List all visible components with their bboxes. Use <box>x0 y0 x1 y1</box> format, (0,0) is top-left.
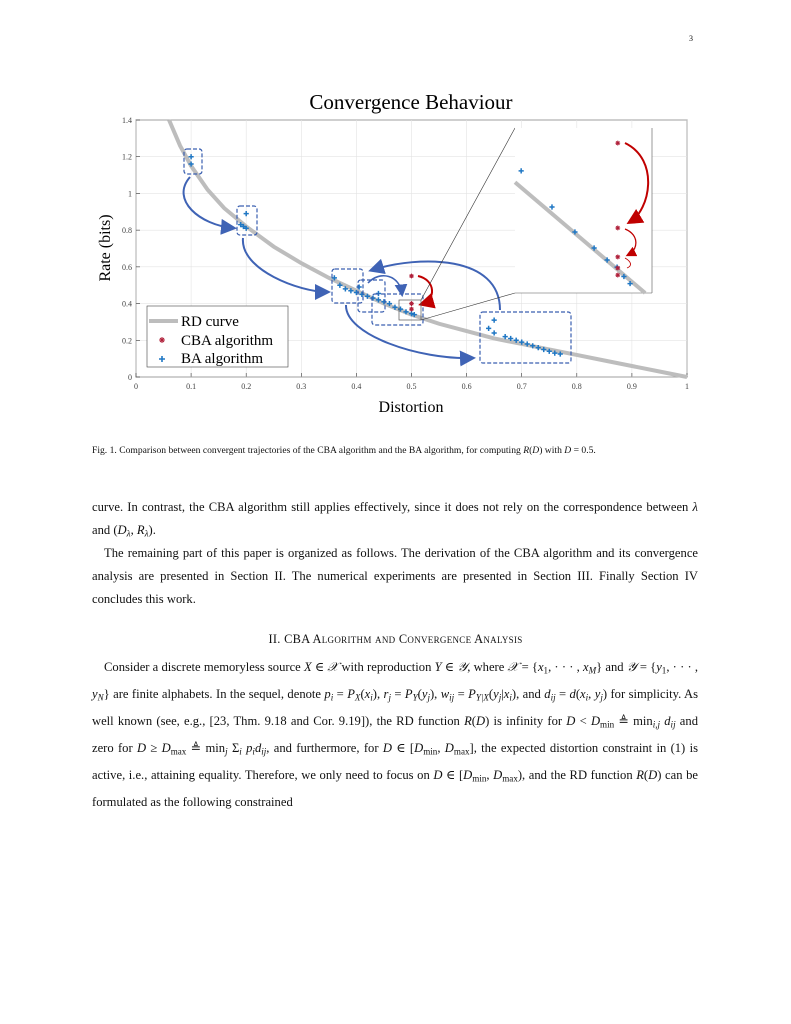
text-run: = <box>454 686 469 701</box>
cba-point <box>615 273 620 278</box>
math-token: max <box>502 773 518 784</box>
math-token: 𝒴 <box>626 660 637 674</box>
cba-point <box>615 266 620 271</box>
math-token: D <box>493 767 503 782</box>
text-run: ∈ <box>311 660 328 674</box>
math-token: y <box>493 686 499 701</box>
text-run: , · · · , <box>548 660 583 674</box>
math-token: j <box>600 692 603 703</box>
x-tick-label: 1 <box>685 382 689 391</box>
legend-ba: BA algorithm <box>181 351 264 367</box>
math-token: r <box>383 686 389 701</box>
math-token: R <box>464 713 472 728</box>
math-token: max <box>170 746 187 757</box>
text-run: , <box>588 686 595 701</box>
cba-point <box>615 141 620 146</box>
y-tick-label: 1.4 <box>122 116 132 125</box>
math-token: Y|X <box>475 692 489 703</box>
math-token: i <box>239 746 242 757</box>
x-tick-label: 0.3 <box>296 382 307 391</box>
convergence-chart <box>0 0 791 430</box>
y-tick-label: 0.6 <box>122 262 132 272</box>
x-tick-label: 0.7 <box>516 382 527 391</box>
math-token: Y <box>412 692 418 703</box>
math-token: d <box>254 740 262 755</box>
math-token: p <box>324 686 331 701</box>
text-run: , <box>130 523 137 538</box>
math-token: λ <box>144 528 149 539</box>
paragraph <box>92 656 698 814</box>
text-run: , where <box>467 660 508 674</box>
text-run: , and furthermore, for <box>266 740 383 755</box>
text-run: ( <box>488 686 494 701</box>
math-token: D <box>117 523 127 538</box>
math-token: x <box>503 686 510 701</box>
math-token: 𝒳 <box>327 660 339 674</box>
y-tick-label: 0.2 <box>122 336 132 346</box>
math-token: Y <box>434 660 442 674</box>
math-token: 𝒴 <box>457 660 468 674</box>
math-token: D <box>382 740 392 755</box>
text-run: , <box>437 740 445 755</box>
math-token: y <box>421 686 428 701</box>
text-run: Σ <box>227 740 240 755</box>
text-run: Consider a discrete memoryless source <box>104 660 304 674</box>
math-token: D <box>648 767 658 782</box>
math-token: D <box>444 740 454 755</box>
text-run: with reproduction <box>338 660 435 674</box>
text-run: ) for simplicity. As well known (see, e.g., [23, Thm. 9.18 and Cor. 9.19]), the RD function <box>92 686 698 728</box>
math-token: j <box>388 692 391 703</box>
math-token: R <box>136 523 145 538</box>
text-run: ). <box>148 523 156 538</box>
text-run: = 0.5. <box>571 445 596 456</box>
math-token: max <box>453 746 470 757</box>
math-token: D <box>475 713 486 728</box>
paragraph <box>92 542 698 612</box>
math-token: M <box>588 665 597 676</box>
math-token: i <box>252 746 255 757</box>
text-run: , · · · , <box>666 660 699 674</box>
math-token: i <box>330 692 334 703</box>
x-tick-label: 0.4 <box>351 382 362 391</box>
math-token: i,j <box>652 719 661 730</box>
math-token: R <box>636 767 644 782</box>
text-run: } and <box>596 660 627 674</box>
math-token: i <box>585 692 589 703</box>
math-token: D <box>532 445 540 456</box>
y-axis-label: Rate (bits) <box>97 214 114 282</box>
text-run: ∈ <box>441 660 458 674</box>
math-token: min <box>472 773 487 784</box>
math-token: min <box>600 719 615 730</box>
math-token: D <box>433 767 443 782</box>
math-token: p <box>246 740 253 755</box>
text-run: = <box>390 686 405 701</box>
math-token: R <box>523 445 530 456</box>
text-run: = { <box>518 660 538 674</box>
legend-rd: RD curve <box>181 314 239 330</box>
math-token: P <box>404 686 413 701</box>
math-token: D <box>564 445 572 456</box>
cba-point <box>615 226 620 231</box>
text-run: ), <box>429 686 441 701</box>
paragraph <box>92 496 698 546</box>
math-token: x <box>537 660 544 674</box>
math-token: ij <box>261 746 267 757</box>
page-number: 3 <box>689 34 693 43</box>
math-token: D <box>414 740 424 755</box>
math-token: N <box>97 692 104 703</box>
x-tick-label: 0.1 <box>186 382 197 391</box>
section-heading: II. CBA Algorithm and Convergence Analysis <box>268 632 523 646</box>
text-run: The remaining part of this paper is organized as follows. The derivation of the CBA algorithm and its convergence analysis are presented in Section II. The numerical experiments are presented in Section III. Finally Section IV concludes this work. <box>92 546 698 607</box>
text-run: = { <box>636 660 657 674</box>
text-run: and ( <box>92 523 118 538</box>
text-run: Fig. 1. Comparison between convergent trajectories of the CBA algorithm and the BA algorithm, for computing <box>92 445 524 456</box>
math-token: d <box>569 686 576 701</box>
math-token: d <box>544 686 551 701</box>
math-token: D <box>463 767 473 782</box>
text-run: ( <box>471 713 476 728</box>
text-run: ≜ min <box>614 713 653 728</box>
math-token: x <box>582 660 589 674</box>
math-token: j <box>498 692 502 703</box>
math-token: i <box>370 692 373 703</box>
math-token: y <box>594 686 601 701</box>
chart-title: Convergence Behaviour <box>309 90 513 114</box>
text-run: ) can be formulated as the following constrained <box>92 767 698 809</box>
text-run: ( <box>529 445 533 456</box>
x-tick-label: 0.8 <box>571 382 582 391</box>
text-run: ( <box>575 686 581 701</box>
text-run: and zero for <box>92 713 698 755</box>
math-token: d <box>664 713 671 728</box>
text-run: ≥ <box>146 740 162 755</box>
math-token: X <box>354 692 361 703</box>
text-run: ( <box>643 767 649 782</box>
math-token: P <box>468 686 476 701</box>
math-token: j <box>225 746 228 757</box>
math-token: y <box>92 686 98 701</box>
text-run: ( <box>417 686 422 701</box>
math-token: D <box>590 713 601 728</box>
math-token: w <box>440 686 450 701</box>
math-token: X <box>303 660 312 674</box>
y-tick-label: 0.8 <box>122 226 132 236</box>
x-tick-label: 0 <box>134 382 138 391</box>
text-run: ∈ [ <box>442 767 464 782</box>
text-run: ∈ [ <box>391 740 415 755</box>
math-token: D <box>136 740 147 755</box>
x-tick-label: 0.9 <box>626 382 637 391</box>
math-token: ij <box>670 719 676 730</box>
cba-point <box>409 274 414 279</box>
math-token: x <box>364 686 371 701</box>
y-tick-label: 0 <box>128 373 132 382</box>
math-token: D <box>566 713 576 728</box>
figure-caption <box>92 445 702 456</box>
text-run: ) is infinity for <box>485 713 567 728</box>
text-run: ), <box>372 686 384 701</box>
math-token: 1 <box>661 665 667 676</box>
cba-point <box>615 255 620 260</box>
math-token: 1 <box>543 665 549 676</box>
math-token: y <box>656 660 662 674</box>
math-token: 𝒳 <box>507 660 519 674</box>
text-run: = <box>555 686 570 701</box>
math-token: j <box>427 692 430 703</box>
x-tick-label: 0.6 <box>461 382 472 391</box>
text-run: ), and the RD function <box>517 767 637 782</box>
text-run: ), and <box>511 686 545 701</box>
y-tick-label: 1 <box>128 189 132 199</box>
legend <box>147 306 288 367</box>
x-tick-label: 0.2 <box>241 382 252 391</box>
x-axis-label: Distortion <box>378 399 444 416</box>
legend-cba: CBA algorithm <box>181 333 274 349</box>
cba-point <box>409 307 414 312</box>
text-run: } are finite alphabets. In the sequel, denote <box>103 686 325 701</box>
math-token: ij <box>449 692 455 703</box>
text-run: ≜ min <box>186 740 226 755</box>
text-run: ) with <box>539 445 565 456</box>
text-run: , <box>486 767 494 782</box>
math-token: P <box>347 686 355 701</box>
cba-point <box>409 301 414 306</box>
inset-plot <box>515 128 652 293</box>
math-token: i <box>509 692 512 703</box>
text-run: curve. In contrast, the CBA algorithm still applies effectively, since it does not rely on the correspondence between <box>92 500 693 514</box>
math-token: λ <box>126 528 131 539</box>
math-token: ij <box>550 692 556 703</box>
text-run: = <box>333 686 348 701</box>
y-tick-label: 0.4 <box>122 299 132 309</box>
math-token: min <box>423 746 438 757</box>
x-tick-label: 0.5 <box>406 382 417 391</box>
text-run: ( <box>360 686 365 701</box>
y-tick-label: 1.2 <box>122 152 132 162</box>
text-run: < <box>575 713 591 728</box>
math-token: λ <box>692 500 698 514</box>
text-run: | <box>501 686 504 701</box>
math-token: x <box>580 686 586 701</box>
math-token: D <box>161 740 171 755</box>
text-run: ], the expected distortion constraint in (1) is active, i.e., attaining equality. Therefore, we only need to focus on <box>92 740 698 782</box>
